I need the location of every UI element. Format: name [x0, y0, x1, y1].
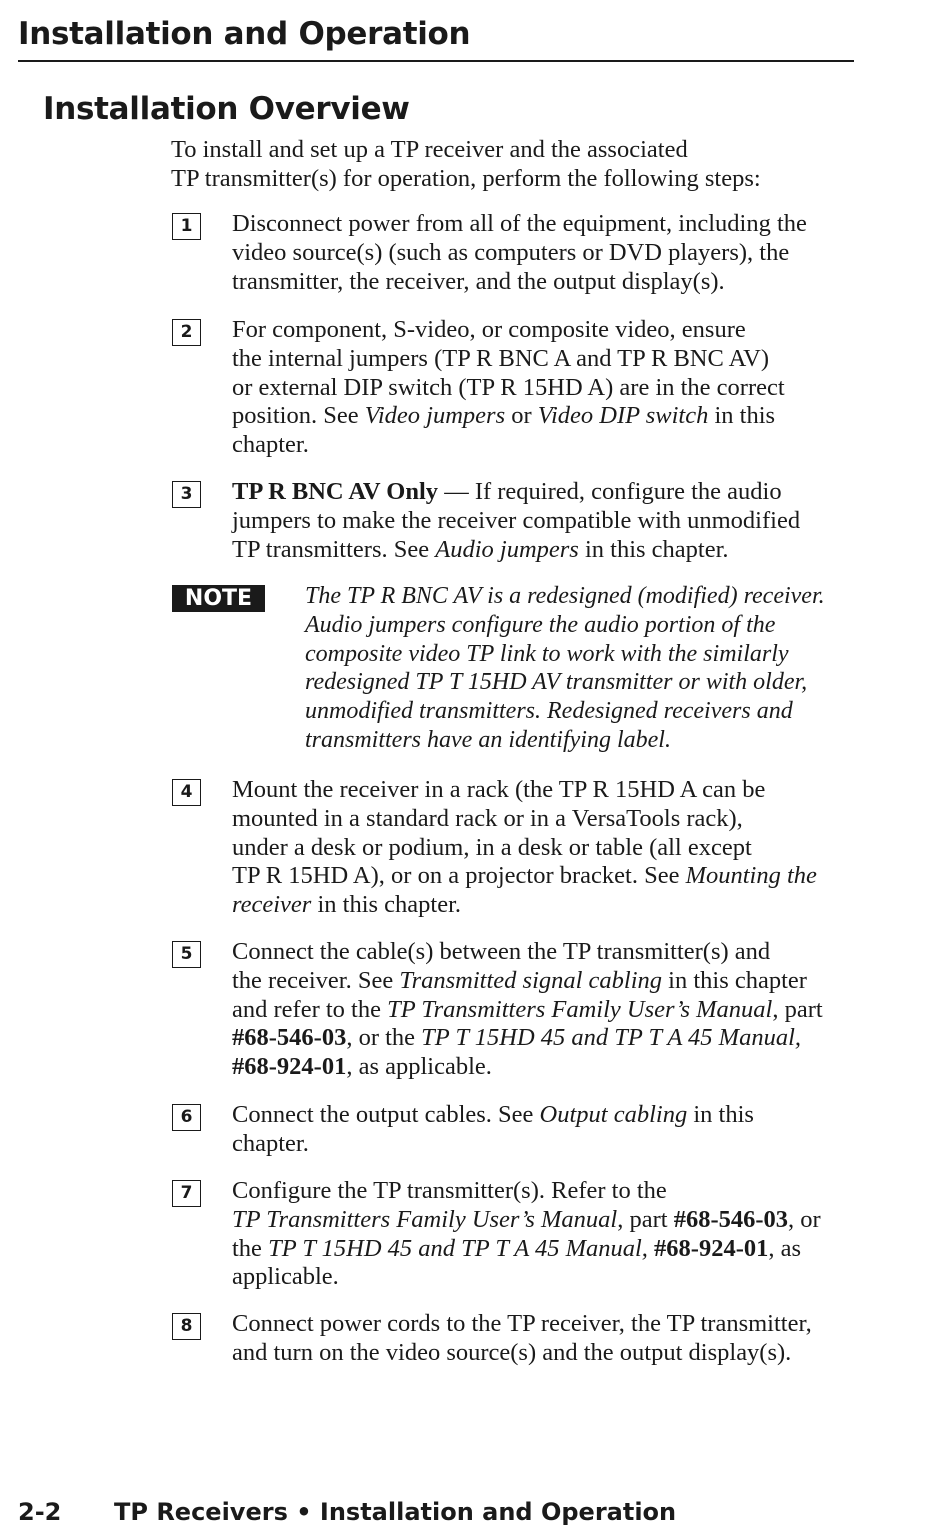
step-text	[232, 776, 862, 920]
reference-title: TP Transmitters Family User’s Manual	[232, 1205, 618, 1233]
step-line: Disconnect power from all of the equipment, including the	[232, 210, 807, 237]
step-number: 1	[172, 213, 201, 240]
note-line: unmodified transmitters. Redesigned receivers and	[305, 698, 793, 725]
page-number: 2-2	[18, 1498, 62, 1526]
step-line: chapter.	[232, 1129, 309, 1157]
note-text	[305, 582, 850, 755]
step-number: 5	[172, 941, 201, 968]
step-line: and turn on the video source(s) and the output display(s).	[232, 1338, 792, 1366]
step-line: transmitter, the receiver, and the output display(s).	[232, 267, 725, 295]
reference-title: Mounting the	[685, 862, 817, 890]
step-line: Connect power cords to the TP receiver, the TP transmitter,	[232, 1310, 812, 1337]
step-line: the TP T 15HD 45 and TP T A 45 Manual, #68-924-01, as	[232, 1234, 802, 1262]
step-line: Connect the output cables. See Output cabling in this	[232, 1101, 754, 1128]
step-line: applicable.	[232, 1263, 339, 1291]
note-badge: NOTE	[172, 585, 265, 612]
step-line: Configure the TP transmitter(s). Refer to the	[232, 1177, 667, 1204]
part-number: #68-546-03	[673, 1205, 789, 1233]
step-line: TP R 15HD A), or on a projector bracket. See Mounting the	[232, 862, 817, 890]
step-number: 2	[172, 319, 201, 346]
step-line: Connect the cable(s) between the TP transmitter(s) and	[232, 938, 771, 965]
step-number: 7	[172, 1180, 201, 1207]
model-label: TP R BNC AV Only	[232, 478, 439, 505]
step-line: For component, S-video, or composite video, ensure	[232, 316, 746, 343]
reference-title: Video jumpers	[364, 402, 506, 430]
step-line: TP Transmitters Family User’s Manual, part #68-546-03, or	[232, 1205, 821, 1233]
reference-title: TP Transmitters Family User’s Manual	[387, 995, 773, 1023]
page-header: Installation and Operation	[18, 14, 854, 62]
step-line: under a desk or podium, in a desk or table (all except	[232, 833, 752, 861]
reference-title: TP T 15HD 45 and TP T A 45 Manual,	[268, 1234, 655, 1262]
step-text	[232, 1101, 862, 1159]
step-text	[232, 1310, 862, 1368]
reference-title: Output cabling	[539, 1101, 688, 1128]
note-line: redesigned TP T 15HD AV transmitter or with older,	[305, 669, 808, 696]
step-number: 4	[172, 779, 201, 806]
footer-title: TP Receivers • Installation and Operation	[114, 1498, 677, 1526]
step-line: or external DIP switch (TP R 15HD A) are in the correct	[232, 373, 785, 401]
step-text	[232, 478, 862, 564]
step-line: receiver in this chapter.	[232, 891, 462, 919]
section-title: Installation Overview	[43, 91, 410, 127]
note-line: transmitters have an identifying label.	[305, 726, 671, 753]
part-number: #68-546-03	[232, 1024, 347, 1052]
step-text	[232, 938, 862, 1082]
intro-line: TP transmitter(s) for operation, perform the following steps:	[171, 165, 761, 192]
step-text	[232, 316, 862, 460]
intro-line: To install and set up a TP receiver and the associated	[171, 136, 688, 163]
reference-title: Video DIP switch	[537, 402, 709, 430]
step-line: the receiver. See Transmitted signal cabling in this chapter	[232, 966, 807, 994]
step-number: 8	[172, 1313, 201, 1340]
step-line: video source(s) (such as computers or DVD players), the	[232, 238, 790, 266]
step-number: 6	[172, 1104, 201, 1131]
reference-title: Transmitted signal cabling	[399, 966, 663, 994]
step-text	[232, 210, 862, 296]
step-number: 3	[172, 481, 201, 508]
page-footer	[18, 1497, 676, 1527]
note-line: Audio jumpers configure the audio portion of the	[305, 611, 776, 638]
reference-title: Audio jumpers	[435, 535, 579, 563]
step-text	[232, 1177, 862, 1292]
step-line: position. See Video jumpers or Video DIP switch in this	[232, 402, 776, 430]
note-line: The TP R BNC AV is a redesigned (modified) receiver.	[305, 583, 825, 609]
step-line: Mount the receiver in a rack (the TP R 15HD A can be	[232, 776, 766, 803]
step-line: TP R BNC AV Only — If required, configure the audio	[232, 478, 782, 505]
step-line: #68-546-03, or the TP T 15HD 45 and TP T A 45 Manual,	[232, 1024, 802, 1052]
step-line: #68-924-01, as applicable.	[232, 1053, 492, 1081]
part-number: #68-924-01	[654, 1234, 769, 1262]
step-line: TP transmitters. See Audio jumpers in this chapter.	[232, 535, 729, 563]
step-line: and refer to the TP Transmitters Family User’s Manual, part	[232, 995, 823, 1023]
step-line: the internal jumpers (TP R BNC A and TP R BNC AV)	[232, 344, 769, 372]
part-number: #68-924-01	[232, 1053, 347, 1081]
reference-title: receiver	[232, 891, 312, 919]
reference-title: TP T 15HD 45 and TP T A 45 Manual,	[421, 1024, 802, 1052]
intro-paragraph	[171, 135, 851, 193]
step-line: jumpers to make the receiver compatible with unmodified	[232, 506, 801, 534]
note-line: composite video TP link to work with the similarly	[305, 640, 789, 667]
step-line: chapter.	[232, 431, 309, 459]
step-line: mounted in a standard rack or in a VersaTools rack),	[232, 804, 743, 832]
